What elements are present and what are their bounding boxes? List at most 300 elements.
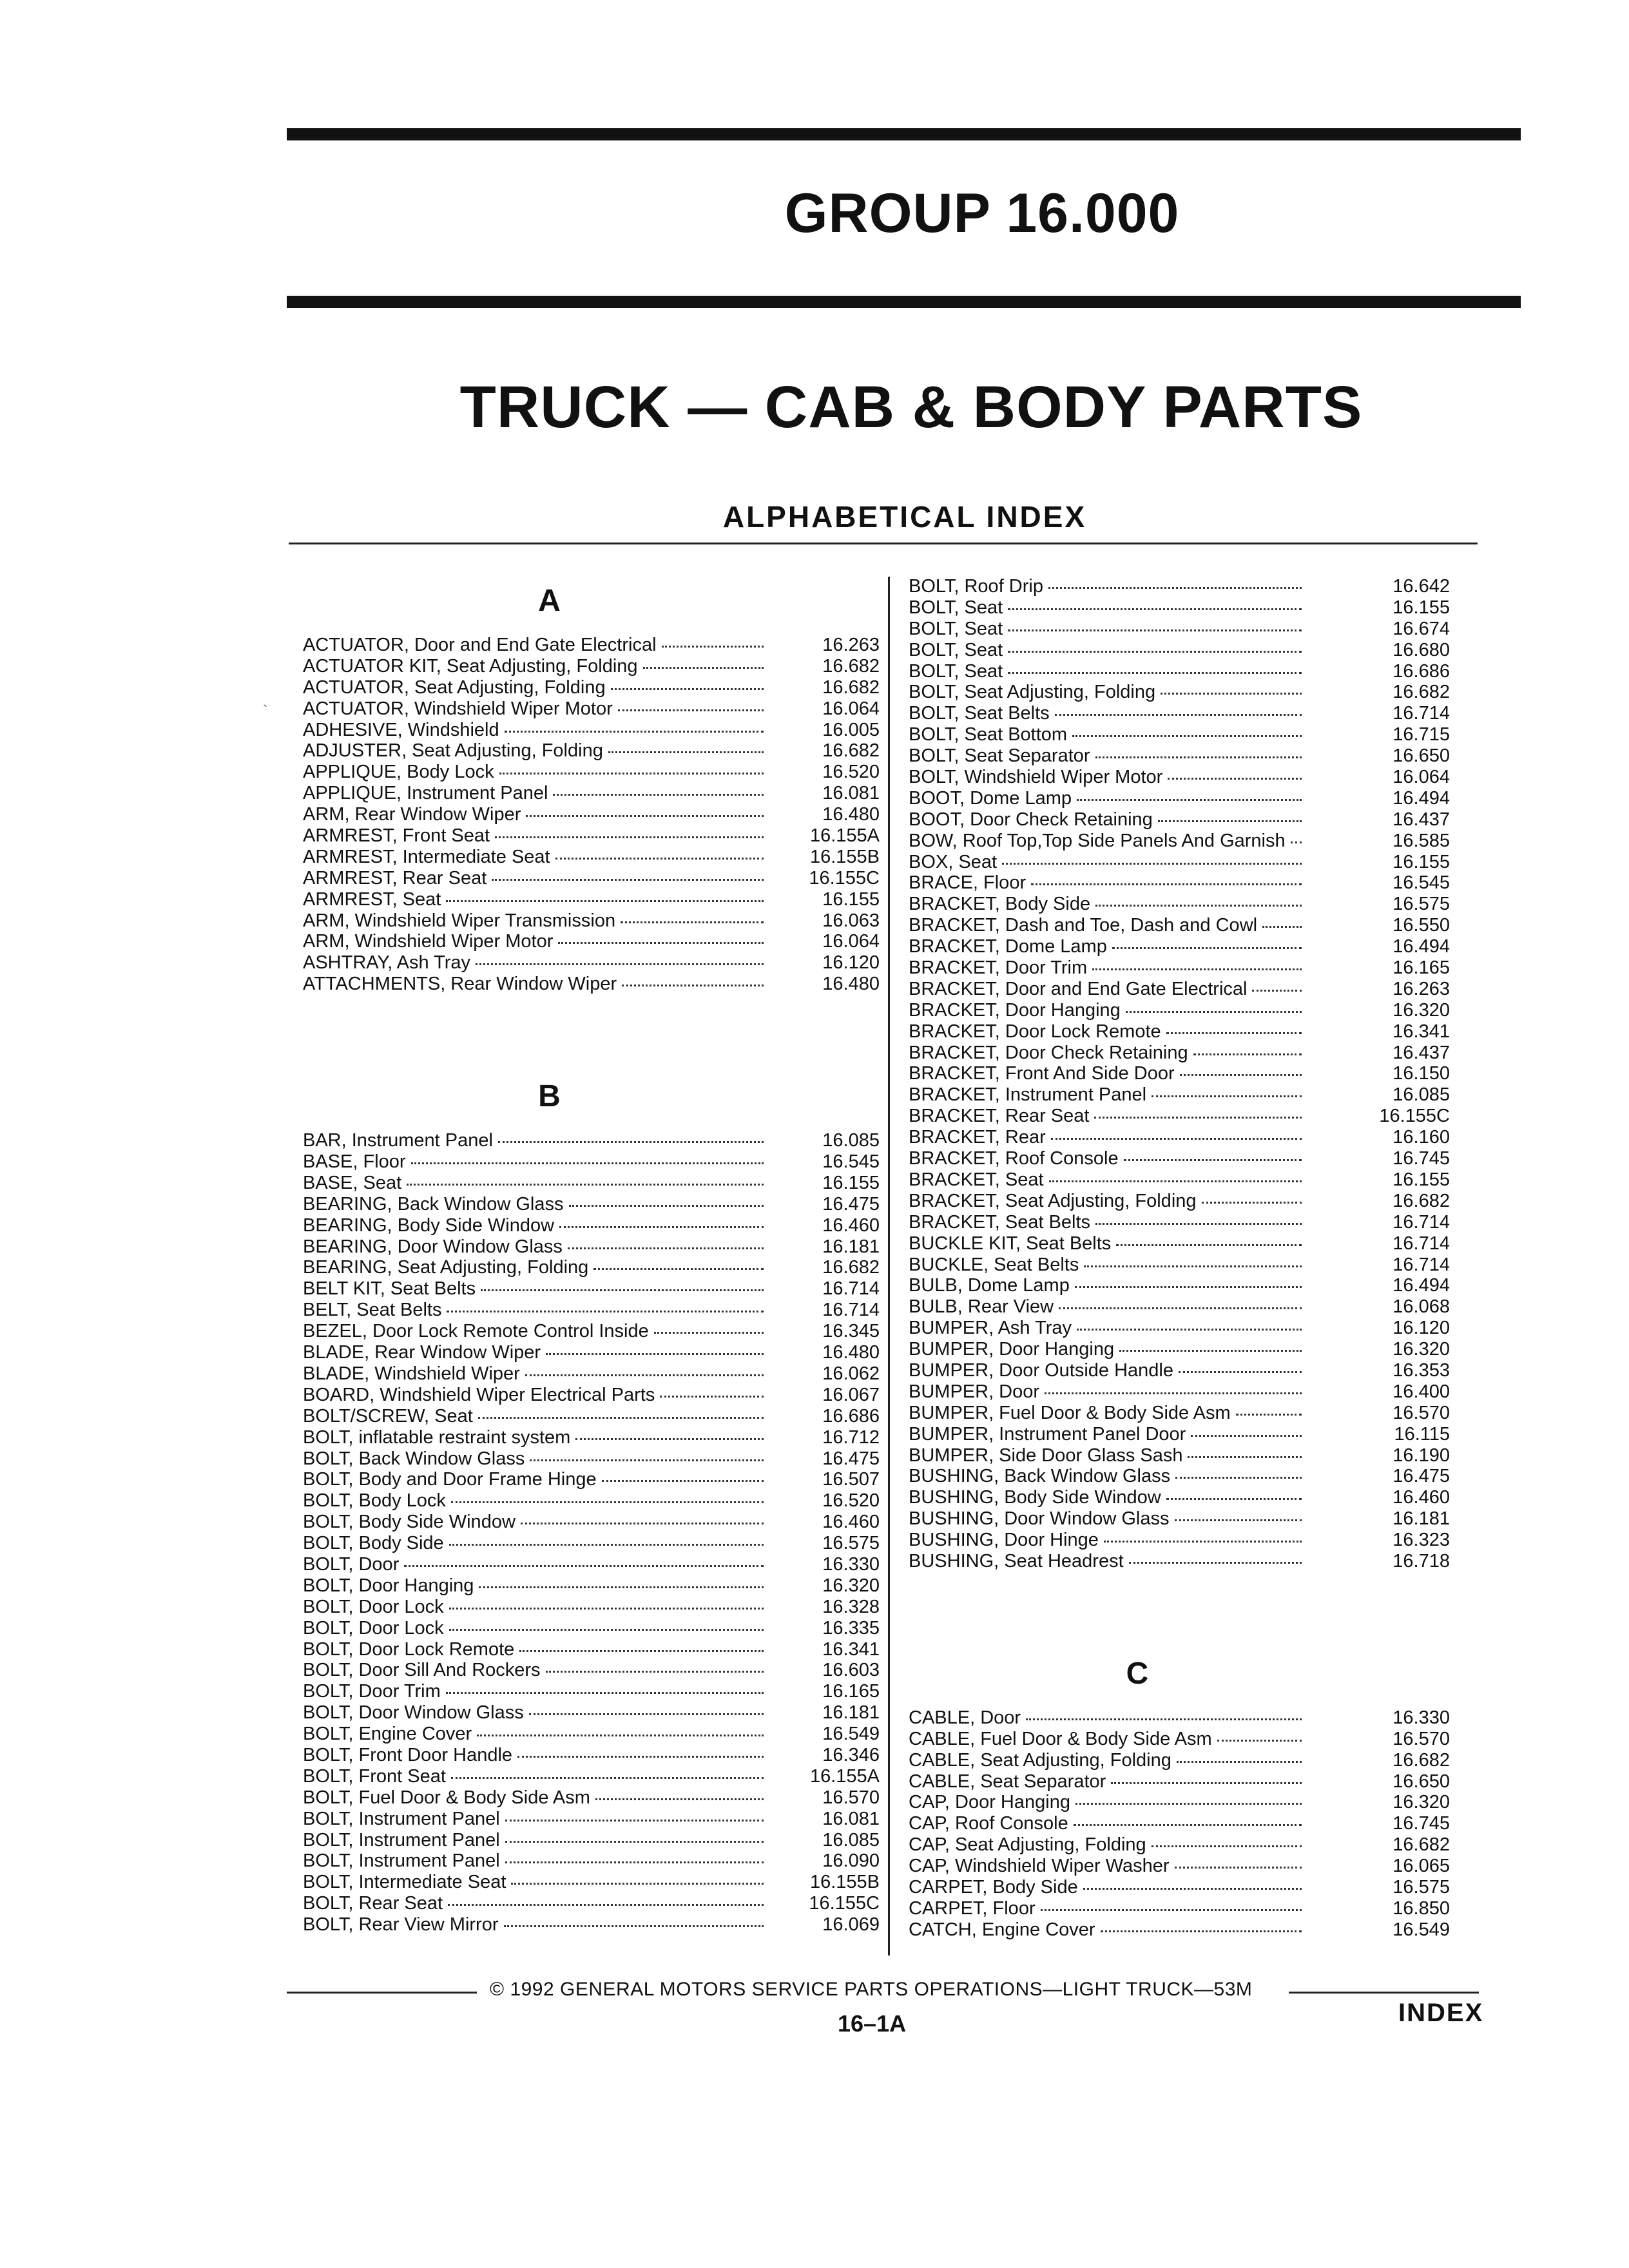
index-entry <box>303 931 880 952</box>
entry-name: BOLT, Seat <box>909 618 1003 639</box>
dot-leader <box>449 1628 764 1631</box>
entry-name: BEARING, Door Window Glass <box>303 1236 563 1257</box>
dot-leader <box>451 1776 764 1779</box>
entry-name: BOLT, Intermediate Seat <box>303 1872 506 1893</box>
index-entry <box>909 1856 1450 1877</box>
entry-number: 16.062 <box>822 1363 880 1384</box>
entry-name: BUCKLE, Seat Belts <box>909 1254 1079 1275</box>
index-entry <box>909 1750 1450 1771</box>
dot-leader <box>1002 861 1302 865</box>
dot-leader <box>1129 1561 1302 1564</box>
entry-name: BAR, Instrument Panel <box>303 1130 493 1151</box>
entry-number: 16.714 <box>1393 1211 1450 1233</box>
dot-leader <box>1077 1327 1302 1331</box>
entry-name: BOLT, Back Window Glass <box>303 1448 525 1469</box>
index-column-left <box>303 567 880 1936</box>
entry-name: BRACKET, Seat <box>909 1169 1044 1190</box>
index-entry <box>303 1660 880 1681</box>
index-entry <box>303 740 880 762</box>
entry-name: BOLT, Rear Seat <box>303 1893 443 1914</box>
entry-name: BOLT, Seat Adjusting, Folding <box>909 682 1156 703</box>
index-entry <box>909 957 1450 979</box>
copyright-footer: © 1992 GENERAL MOTORS SERVICE PARTS OPERATIONS—LIGHT TRUCK—53M <box>490 1979 1253 2000</box>
entry-number: 16.068 <box>1393 1296 1450 1318</box>
dot-leader <box>1055 713 1302 716</box>
index-entry <box>909 745 1450 767</box>
entry-name: BEARING, Body Side Window <box>303 1215 555 1236</box>
entry-number: 16.494 <box>1393 787 1450 809</box>
index-entry <box>303 1363 880 1385</box>
index-entry <box>909 1212 1450 1233</box>
dot-leader <box>1252 988 1302 992</box>
entry-name: BRACKET, Seat Adjusting, Folding <box>909 1190 1197 1211</box>
index-entry <box>909 724 1450 745</box>
entry-name: BUMPER, Door Outside Handle <box>909 1360 1173 1381</box>
entry-number: 16.682 <box>1393 1190 1450 1211</box>
entry-name: ARM, Windshield Wiper Transmission <box>303 910 616 931</box>
index-entry <box>303 1597 880 1618</box>
index-entry <box>909 619 1450 640</box>
dot-leader <box>1112 946 1302 949</box>
entry-name: BOLT, Instrument Panel <box>303 1850 500 1872</box>
dot-leader <box>1095 903 1302 907</box>
entry-name: BOLT, Front Seat <box>303 1765 446 1787</box>
entry-name: BRACKET, Seat Belts <box>909 1211 1091 1233</box>
dot-leader <box>446 1691 764 1694</box>
index-entry <box>303 1533 880 1554</box>
entry-number: 16.181 <box>1393 1508 1450 1530</box>
index-entry <box>909 788 1450 809</box>
index-entry <box>303 1130 880 1151</box>
index-entry <box>303 1385 880 1406</box>
index-entry <box>909 1360 1450 1381</box>
entry-name: BOLT, Seat <box>909 660 1003 682</box>
entry-name: ACTUATOR KIT, Seat Adjusting, Folding <box>303 655 638 677</box>
dot-leader <box>1083 1887 1302 1890</box>
top-rule <box>287 128 1521 140</box>
entry-name: CARPET, Floor <box>909 1898 1036 1919</box>
entry-name: BOLT, Body Side <box>303 1533 444 1554</box>
entry-number: 16.494 <box>1393 936 1450 957</box>
dot-leader <box>492 878 764 881</box>
entry-name: ARMREST, Intermediate Seat <box>303 846 550 867</box>
entry-number: 16.460 <box>1393 1487 1450 1508</box>
dot-leader <box>511 1881 764 1885</box>
entry-name: BUMPER, Instrument Panel Door <box>909 1423 1186 1445</box>
index-entry <box>303 825 880 847</box>
entry-number: 16.475 <box>822 1193 880 1215</box>
entry-number: 16.120 <box>822 952 880 974</box>
index-entry <box>909 682 1450 703</box>
entry-number: 16.165 <box>822 1681 880 1702</box>
dot-leader <box>1175 1475 1302 1479</box>
index-title: ALPHABETICAL INDEX <box>722 500 1087 533</box>
index-entry <box>909 1877 1450 1898</box>
section-letter: B <box>538 1079 561 1114</box>
entry-name: ADJUSTER, Seat Adjusting, Folding <box>303 740 603 762</box>
entry-number: 16.155C <box>809 867 880 889</box>
dot-leader <box>1161 691 1302 695</box>
entry-number: 16.570 <box>1393 1728 1450 1749</box>
index-entry <box>303 1681 880 1702</box>
entry-name: BRACKET, Dome Lamp <box>909 936 1107 957</box>
index-entry <box>909 1318 1450 1339</box>
dot-leader <box>1166 1031 1302 1034</box>
entry-name: APPLIQUE, Body Lock <box>303 762 494 783</box>
entry-number: 16.745 <box>1393 1813 1450 1834</box>
entry-number: 16.549 <box>822 1724 880 1745</box>
index-entry <box>909 576 1450 597</box>
entry-name: BOOT, Dome Lamp <box>909 787 1072 809</box>
entry-name: BOLT, Door Lock <box>303 1617 444 1639</box>
index-entry <box>303 1766 880 1787</box>
index-entry <box>303 1702 880 1724</box>
entry-number: 16.680 <box>1393 639 1450 660</box>
entry-number: 16.155B <box>809 1872 880 1893</box>
entry-name: BASE, Seat <box>303 1172 402 1193</box>
dot-leader <box>1126 1010 1302 1013</box>
index-entry <box>303 1257 880 1278</box>
dot-leader <box>1217 1738 1302 1742</box>
entry-number: 16.682 <box>1393 682 1450 703</box>
entry-name: CAP, Windshield Wiper Washer <box>909 1856 1170 1877</box>
entry-number: 16.263 <box>822 635 880 655</box>
index-entry <box>303 974 880 995</box>
entry-number: 16.437 <box>1393 809 1450 830</box>
entry-number: 16.341 <box>822 1639 880 1660</box>
index-entry <box>909 1487 1450 1508</box>
section-letter: C <box>1126 1656 1149 1691</box>
entry-name: BOLT/SCREW, Seat <box>303 1405 473 1427</box>
dot-leader <box>1095 755 1302 758</box>
entry-name: BRACE, Floor <box>909 872 1027 894</box>
entry-number: 16.081 <box>822 1808 880 1829</box>
index-entry <box>909 1296 1450 1318</box>
dot-leader <box>622 983 764 986</box>
index-entry <box>303 1406 880 1427</box>
entry-name: BOLT, Instrument Panel <box>303 1829 500 1850</box>
index-entry <box>909 1424 1450 1445</box>
dot-leader <box>1124 1158 1302 1161</box>
entry-name: ARMREST, Seat <box>303 889 441 910</box>
entry-name: CAP, Roof Console <box>909 1813 1068 1834</box>
entry-number: 16.545 <box>822 1151 880 1173</box>
dot-leader <box>1119 1349 1302 1352</box>
entry-number: 16.682 <box>1393 1834 1450 1856</box>
dot-leader <box>1045 1391 1302 1394</box>
entry-name: BRACKET, Dash and Toe, Dash and Cowl <box>909 915 1258 936</box>
index-entry <box>303 1787 880 1809</box>
entry-number: 16.718 <box>1393 1550 1450 1571</box>
dot-leader <box>504 1924 764 1927</box>
entry-name: BOLT, Front Door Handle <box>303 1744 513 1765</box>
entry-name: BRACKET, Door Hanging <box>909 999 1121 1021</box>
entry-name: APPLIQUE, Instrument Panel <box>303 783 548 804</box>
dot-leader <box>481 1288 764 1291</box>
entry-name: BRACKET, Rear Seat <box>909 1106 1090 1127</box>
entry-number: 16.328 <box>822 1596 880 1617</box>
index-entry <box>909 1813 1450 1834</box>
index-entry <box>303 1850 880 1872</box>
entry-name: BULB, Rear View <box>909 1296 1054 1318</box>
entry-name: BUMPER, Door Hanging <box>909 1339 1115 1360</box>
dot-leader <box>448 1903 764 1906</box>
entry-name: ACTUATOR, Seat Adjusting, Folding <box>303 677 606 698</box>
entry-number: 16.575 <box>1393 894 1450 915</box>
entry-number: 16.460 <box>822 1215 880 1236</box>
index-entry <box>303 783 880 804</box>
index-entry <box>303 720 880 741</box>
entry-name: BOOT, Door Check Retaining <box>909 809 1153 830</box>
entry-name: BELT KIT, Seat Belts <box>303 1278 476 1300</box>
entry-name: BUSHING, Door Window Glass <box>909 1508 1170 1530</box>
entry-number: 16.330 <box>822 1553 880 1575</box>
index-entry <box>909 1792 1450 1813</box>
dot-leader <box>662 644 764 648</box>
entry-name: BOW, Roof Top,Top Side Panels And Garnish <box>909 830 1286 851</box>
section-spacer <box>909 1572 1450 1640</box>
dot-leader <box>449 1542 764 1546</box>
entry-name: BOLT, Roof Drip <box>909 576 1043 597</box>
entry-number: 16.585 <box>1393 830 1450 851</box>
footer-rule-left <box>287 1992 477 1994</box>
index-entry <box>303 952 880 974</box>
entry-number: 16.081 <box>822 783 880 804</box>
dot-leader <box>1116 1243 1302 1246</box>
dot-leader <box>1077 798 1302 801</box>
dot-leader <box>1191 1434 1302 1437</box>
entry-number: 16.682 <box>822 1257 880 1278</box>
index-entry <box>303 1427 880 1448</box>
dot-leader <box>499 771 764 774</box>
index-entry <box>303 1872 880 1893</box>
dot-leader <box>505 1860 764 1863</box>
entry-number: 16.320 <box>1393 1339 1450 1360</box>
dot-leader <box>498 1140 764 1143</box>
entry-name: CABLE, Seat Separator <box>909 1771 1106 1792</box>
index-entry <box>303 889 880 910</box>
entry-number: 16.155 <box>822 1172 880 1193</box>
index-entry <box>303 1448 880 1470</box>
entry-number: 16.160 <box>1393 1127 1450 1148</box>
entry-number: 16.341 <box>1393 1021 1450 1042</box>
index-entry <box>909 1530 1450 1551</box>
entry-number: 16.335 <box>822 1617 880 1639</box>
dot-leader <box>1168 776 1302 780</box>
entry-number: 16.545 <box>1393 872 1450 894</box>
index-entry <box>909 1466 1450 1487</box>
entry-number: 16.520 <box>822 762 880 783</box>
dot-leader <box>1101 1929 1302 1932</box>
entry-name: BOLT, Seat <box>909 639 1003 660</box>
index-entry <box>909 1508 1450 1530</box>
dot-leader <box>1158 819 1302 822</box>
dot-leader <box>559 1225 764 1228</box>
entry-number: 16.155 <box>1393 597 1450 618</box>
entry-number: 16.682 <box>1393 1749 1450 1771</box>
dot-leader <box>546 1352 764 1355</box>
dot-leader <box>1291 840 1302 843</box>
index-column-right <box>909 576 1450 1941</box>
index-entry <box>303 1151 880 1173</box>
section-spacer <box>303 995 880 1062</box>
dot-leader <box>1084 1264 1302 1267</box>
dot-leader <box>505 1840 764 1843</box>
entry-name: ARM, Windshield Wiper Motor <box>303 931 554 952</box>
dot-leader <box>558 941 764 944</box>
dot-leader <box>517 1754 764 1758</box>
entry-name: BOARD, Windshield Wiper Electrical Parts <box>303 1384 655 1405</box>
entry-number: 16.064 <box>822 698 880 719</box>
index-entry <box>909 1106 1450 1127</box>
index-entry <box>303 1830 880 1851</box>
index-entry <box>909 703 1450 724</box>
entry-number: 16.437 <box>1393 1042 1450 1063</box>
index-entry <box>909 809 1450 831</box>
entry-name: BOLT, Seat Separator <box>909 745 1090 767</box>
entry-number: 16.714 <box>822 1300 880 1321</box>
index-entry <box>909 1169 1450 1191</box>
index-entry <box>909 1275 1450 1296</box>
index-entry <box>909 661 1450 682</box>
index-entry <box>909 1551 1450 1572</box>
index-entry <box>909 1898 1450 1919</box>
index-entry <box>303 1575 880 1597</box>
index-entry <box>303 1173 880 1194</box>
entry-number: 16.475 <box>822 1448 880 1469</box>
dot-leader <box>1075 1802 1302 1805</box>
entry-name: ADHESIVE, Windshield <box>303 719 499 740</box>
dot-leader <box>611 687 764 690</box>
entry-number: 16.480 <box>822 974 880 995</box>
index-entry <box>303 1490 880 1512</box>
index-entry <box>909 872 1450 894</box>
entry-number: 16.320 <box>1393 999 1450 1021</box>
entry-name: BUMPER, Ash Tray <box>909 1318 1072 1339</box>
index-entry <box>909 1339 1450 1360</box>
entry-name: BEARING, Back Window Glass <box>303 1193 564 1215</box>
entry-number: 16.065 <box>1393 1856 1450 1877</box>
entry-number: 16.714 <box>1393 1233 1450 1254</box>
dot-leader <box>530 1458 764 1461</box>
entry-number: 16.575 <box>1393 1876 1450 1898</box>
index-entry <box>909 979 1450 1000</box>
dot-leader <box>411 1161 764 1164</box>
middle-rule <box>287 296 1521 308</box>
index-entry <box>303 1724 880 1745</box>
index-entry <box>909 1191 1450 1212</box>
dot-leader <box>602 1479 764 1482</box>
entry-number: 16.460 <box>822 1512 880 1533</box>
index-entry <box>909 1919 1450 1941</box>
header-rule <box>289 543 1478 544</box>
index-entry <box>303 698 880 720</box>
index-entry <box>303 1278 880 1300</box>
dot-leader <box>446 899 764 902</box>
entry-name: BRACKET, Door Check Retaining <box>909 1042 1188 1063</box>
entry-number: 16.714 <box>1393 703 1450 724</box>
dot-leader <box>476 962 764 965</box>
entry-number: 16.085 <box>1393 1084 1450 1106</box>
entry-name: BEZEL, Door Lock Remote Control Inside <box>303 1321 649 1342</box>
index-entry <box>303 635 880 656</box>
dot-leader <box>1095 1222 1302 1225</box>
index-entry <box>303 1194 880 1215</box>
dot-leader <box>568 1246 764 1249</box>
entry-name: BOLT, Door Lock <box>303 1596 444 1617</box>
entry-name: CABLE, Fuel Door & Body Side Asm <box>909 1728 1212 1749</box>
dot-leader <box>1175 1865 1302 1869</box>
index-entry <box>303 847 880 868</box>
index-entry <box>303 1893 880 1914</box>
index-entry <box>909 597 1450 619</box>
dot-leader <box>1008 628 1302 631</box>
dot-leader <box>575 1437 764 1440</box>
dot-leader <box>621 920 764 923</box>
dot-leader <box>1048 586 1302 589</box>
entry-name: BUMPER, Fuel Door & Body Side Asm <box>909 1402 1231 1423</box>
entry-name: ARMREST, Rear Seat <box>303 867 487 889</box>
dot-leader <box>1075 1285 1302 1288</box>
index-entry <box>303 1215 880 1236</box>
entry-number: 16.570 <box>1393 1402 1450 1423</box>
entry-number: 16.745 <box>1393 1148 1450 1169</box>
entry-name: CAP, Seat Adjusting, Folding <box>909 1834 1146 1856</box>
dot-leader <box>1202 1200 1302 1204</box>
entry-name: BOLT, inflatable restraint system <box>303 1427 571 1448</box>
dot-leader <box>1041 1908 1302 1911</box>
entry-name: BRACKET, Rear <box>909 1127 1046 1148</box>
dot-leader <box>1236 1412 1302 1416</box>
entry-name: BLADE, Windshield Wiper <box>303 1363 520 1384</box>
dot-leader <box>477 1733 764 1736</box>
dot-leader <box>1262 925 1302 928</box>
index-entry <box>303 1342 880 1363</box>
entry-number: 16.067 <box>822 1384 880 1405</box>
main-title: TRUCK — CAB & BODY PARTS <box>459 374 1363 440</box>
entry-name: BRACKET, Door and End Gate Electrical <box>909 978 1248 999</box>
entry-number: 16.686 <box>1393 660 1450 682</box>
dot-leader <box>1193 1052 1302 1055</box>
dot-leader <box>1008 649 1302 653</box>
index-entry <box>909 1000 1450 1021</box>
entry-number: 16.650 <box>1393 1771 1450 1792</box>
entry-name: BOLT, Door <box>303 1553 400 1575</box>
entry-name: BRACKET, Door Lock Remote <box>909 1021 1161 1042</box>
index-entry <box>909 1043 1450 1064</box>
entry-name: BELT, Seat Belts <box>303 1300 442 1321</box>
entry-number: 16.115 <box>1394 1423 1450 1445</box>
entry-number: 16.181 <box>822 1702 880 1724</box>
entry-number: 16.320 <box>822 1575 880 1596</box>
entry-name: BOLT, Engine Cover <box>303 1724 472 1745</box>
entry-name: BRACKET, Door Trim <box>909 957 1088 979</box>
entry-number: 16.475 <box>1393 1466 1450 1487</box>
dot-leader <box>1094 1115 1302 1119</box>
dot-leader <box>618 708 764 711</box>
entry-name: ACTUATOR, Door and End Gate Electrical <box>303 635 657 655</box>
entry-number: 16.120 <box>1393 1318 1450 1339</box>
dot-leader <box>521 1521 764 1524</box>
index-entry <box>303 868 880 889</box>
entry-number: 16.155B <box>809 846 880 867</box>
index-entry <box>303 762 880 783</box>
dot-leader <box>1049 1179 1302 1182</box>
entry-number: 16.642 <box>1393 576 1450 597</box>
index-entry <box>909 1084 1450 1106</box>
page-number: 16–1A <box>838 2010 907 2037</box>
index-entry <box>303 1914 880 1936</box>
